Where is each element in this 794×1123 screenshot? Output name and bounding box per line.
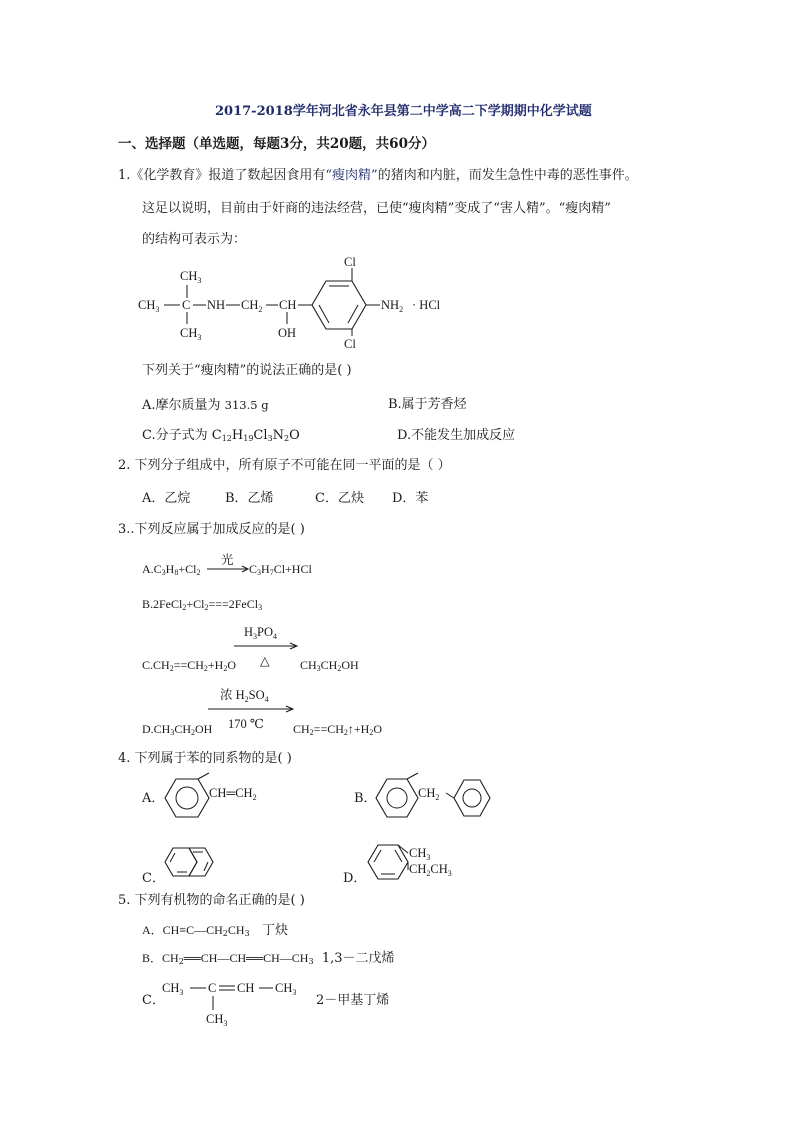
svg-text:CH3: $CH_3$ bbox=[206, 1012, 228, 1028]
q3-option-d[interactable]: $D.CH_3CH_2OH$ bbox=[142, 722, 213, 737]
q5-b-name: 1,3－二戊烯 bbox=[321, 951, 395, 966]
q1-stem-line1 bbox=[118, 168, 638, 184]
q3-d-arrow bbox=[208, 684, 298, 734]
q5-c-name: 2－甲基丁烯 bbox=[316, 993, 390, 1008]
q3-option-c[interactable]: $C.CH_2==CH_2+H_2O$ bbox=[142, 658, 237, 673]
q4-b-group: $CH_2$ bbox=[418, 786, 440, 802]
svg-text:CH3: $CH_3$ bbox=[275, 981, 297, 997]
q5-option-c-label[interactable]: C． bbox=[142, 993, 165, 1008]
q4-a-group: $CH═CH_2$ bbox=[209, 786, 257, 802]
q1-stem-line3: 的结构可表示为： bbox=[142, 232, 247, 247]
q3-d-product: $CH_2==CH_2↑+H_2O$ bbox=[293, 722, 382, 737]
q1-structure-diagram bbox=[130, 255, 470, 353]
q4-option-b-label[interactable]: B． bbox=[354, 791, 377, 806]
q2-option-a[interactable]: A．乙烷 bbox=[142, 491, 191, 506]
q3-stem: 3..下列反应属于加成反应的是( ) bbox=[118, 522, 305, 537]
q3-a-condition: 光 bbox=[221, 553, 234, 567]
svg-text:CH: CH bbox=[237, 981, 255, 995]
q2-option-d[interactable]: D．苯 bbox=[392, 491, 429, 506]
q1-question: 下列关于“瘦肉精”的说法正确的是( ) bbox=[142, 363, 352, 378]
q1-option-c-text: C.分子式为 C bbox=[142, 428, 222, 443]
q2-option-b[interactable]: B．乙烯 bbox=[225, 491, 274, 506]
struct-ch3-left: $CH_3$ bbox=[138, 298, 160, 314]
struct-nh2: $NH_2$ bbox=[381, 298, 404, 314]
q3-c-product: $CH_3CH_2OH$ bbox=[300, 658, 359, 673]
q4-option-c-structure bbox=[163, 842, 219, 882]
svg-text:CH3: $CH_3$ bbox=[162, 981, 184, 997]
q3-a-product: $C_3H_7Cl+HCl$ bbox=[249, 562, 312, 577]
q1-stem-line2: 这足以说明，目前由于奸商的违法经营，已使“瘦肉精”变成了“害人精”。“瘦肉精” bbox=[142, 201, 611, 216]
svg-text:C: C bbox=[208, 981, 217, 995]
q1-option-a-text: A.摩尔质量为 bbox=[142, 398, 221, 413]
q5-a-name: 丁炔 bbox=[262, 923, 289, 938]
q1-stem-part2: 的猪肉和内脏，而发生急性中毒的恶性事件。 bbox=[377, 168, 638, 183]
q4-option-d-structure bbox=[366, 840, 476, 884]
q5-option-b[interactable]: B．$CH_2══CH—CH══CH—CH_3$ 1,3－二戊烯 bbox=[142, 951, 395, 966]
struct-ch3-top: $CH_3$ bbox=[180, 269, 202, 285]
struct-ch2: $CH_2$ bbox=[241, 298, 263, 314]
q1-option-a-value: 313.5 g bbox=[224, 398, 269, 412]
q3-c-arrow bbox=[234, 622, 304, 672]
q3-c-condition-top: $H_3PO_4$ bbox=[244, 625, 278, 641]
struct-c-center: C bbox=[182, 298, 191, 312]
q2-option-c[interactable]: C．乙炔 bbox=[315, 491, 364, 506]
q4-option-d-label[interactable]: D． bbox=[343, 871, 367, 886]
struct-cl-bottom: Cl bbox=[344, 337, 356, 351]
struct-cl-top: Cl bbox=[344, 255, 356, 269]
q3-a-arrow bbox=[207, 553, 251, 576]
q4-d-group1: $CH_3$ bbox=[409, 846, 431, 862]
q3-c-condition-bottom: △ bbox=[260, 654, 270, 668]
q3-option-a[interactable]: $A.C_3H_8+Cl_2$ bbox=[142, 562, 201, 577]
struct-ch3-bottom: $CH_3$ bbox=[180, 326, 202, 342]
q1-option-d[interactable]: D.不能发生加成反应 bbox=[397, 428, 516, 443]
q5-option-c-structure bbox=[160, 976, 320, 1028]
q1-option-b[interactable]: B.属于芳香烃 bbox=[388, 397, 467, 412]
q4-option-c-label[interactable]: C． bbox=[142, 871, 165, 886]
struct-oh: OH bbox=[278, 326, 297, 340]
q4-option-b-structure bbox=[374, 776, 494, 820]
q4-option-a-structure bbox=[163, 776, 293, 820]
page-title: 2017-2018学年河北省永年县第二中学高二下学期期中化学试题 bbox=[215, 104, 592, 119]
q4-stem: 4. 下列属于苯的同系物的是( ) bbox=[118, 751, 292, 766]
q1-option-a[interactable] bbox=[142, 397, 269, 414]
struct-hcl: · HCl bbox=[412, 298, 441, 312]
struct-ch: CH bbox=[279, 298, 297, 312]
q1-option-c[interactable]: C.分子式为 $C_{12}H_{19}Cl_3N_2O$ bbox=[142, 428, 300, 443]
q3-d-condition-top: 浓 $H_2SO_4$ bbox=[220, 688, 269, 704]
q4-option-a-label[interactable]: A． bbox=[142, 791, 165, 806]
q3-d-condition-bottom: 170 ℃ bbox=[228, 717, 264, 731]
q4-d-group2: $CH_2CH_3$ bbox=[409, 862, 452, 878]
q5-stem: 5. 下列有机物的命名正确的是( ) bbox=[118, 893, 305, 908]
struct-nh: NH bbox=[207, 298, 226, 312]
q2-stem: 2. 下列分子组成中，所有原子不可能在同一平面的是（ ） bbox=[118, 458, 451, 473]
q3-option-b[interactable]: $B.2FeCl_2+Cl_2===2FeCl_3$ bbox=[142, 597, 263, 612]
q1-stem-highlight: “瘦肉精” bbox=[325, 168, 378, 183]
q1-stem-part1: 1.《化学教育》报道了数起因食用有 bbox=[118, 168, 326, 183]
section-heading: 一、选择题（单选题，每题3分，共20题，共60分） bbox=[118, 136, 435, 152]
q5-option-a[interactable]: A．$CH\equiv C—CH_2CH_3$ 丁炔 bbox=[142, 923, 289, 938]
